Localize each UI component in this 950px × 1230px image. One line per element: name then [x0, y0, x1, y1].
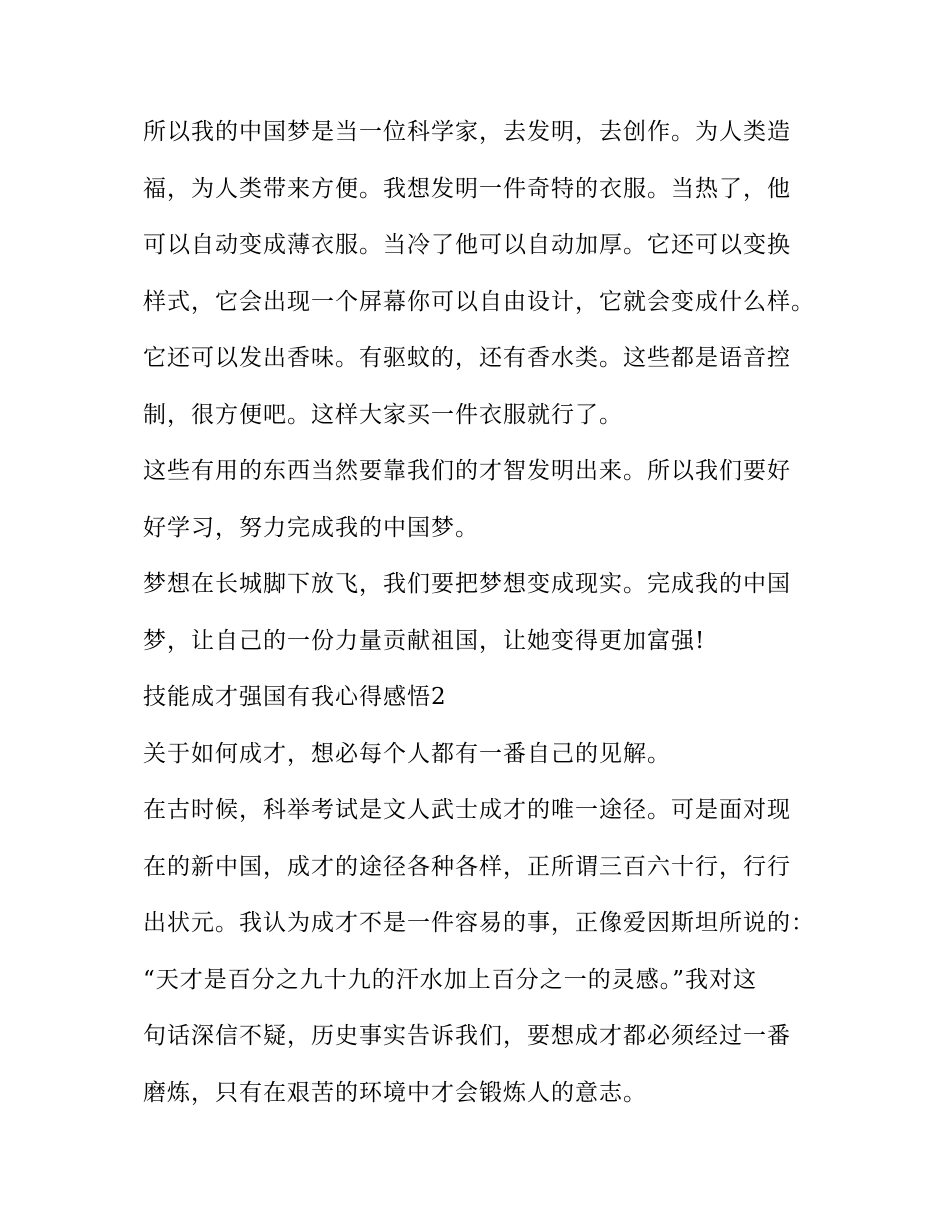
- text-line: 制，很方便吧。这样大家买一件衣服就行了。: [143, 401, 623, 428]
- document-body: [143, 104, 843, 1121]
- text-line: 它还可以发出香味。有驱蚊的，还有香水类。这些都是语音控: [143, 345, 791, 371]
- text-line: 好学习，努力完成我的中国梦。: [143, 514, 479, 541]
- text-line: 梦想在长城脚下放飞，我们要把梦想变成现实。完成我的中国: [143, 571, 791, 597]
- text-line: 梦，让自己的一份力量贡献祖国，让她变得更加富强!: [143, 627, 706, 654]
- text-line: 福，为人类带来方便。我想发明一件奇特的衣服。当热了，他: [143, 175, 791, 202]
- text-line: 在的新中国，成才的途径各种各样，正所谓三百六十行，行行: [143, 853, 791, 880]
- text-line: 出状元。我认为成才不是一件容易的事，正像爱因斯坦所说的：: [143, 910, 815, 936]
- text-line: 关于如何成才，想必每个人都有一番自己的见解。: [143, 740, 671, 767]
- text-line: 句话深信不疑，历史事实告诉我们，要想成才都必须经过一番: [143, 1023, 791, 1049]
- section-heading: 技能成才强国有我心得感悟2: [143, 684, 447, 710]
- text-line: 样式，它会出现一个屏幕你可以自由设计，它就会变成什么样。: [143, 288, 815, 315]
- text-line: 可以自动变成薄衣服。当冷了他可以自动加厚。它还可以变换: [143, 232, 791, 258]
- text-line: 磨炼，只有在艰苦的环境中才会锻炼人的意志。: [143, 1079, 647, 1106]
- text-line: 这些有用的东西当然要靠我们的才智发明出来。所以我们要好: [143, 458, 791, 484]
- text-line: 在古时候，科举考试是文人武士成才的唯一途径。可是面对现: [143, 797, 791, 823]
- text-line: 所以我的中国梦是当一位科学家，去发明，去创作。为人类造: [143, 119, 791, 145]
- text-line: “天才是百分之九十九的汗水加上百分之一的灵感。”我对这: [143, 966, 758, 993]
